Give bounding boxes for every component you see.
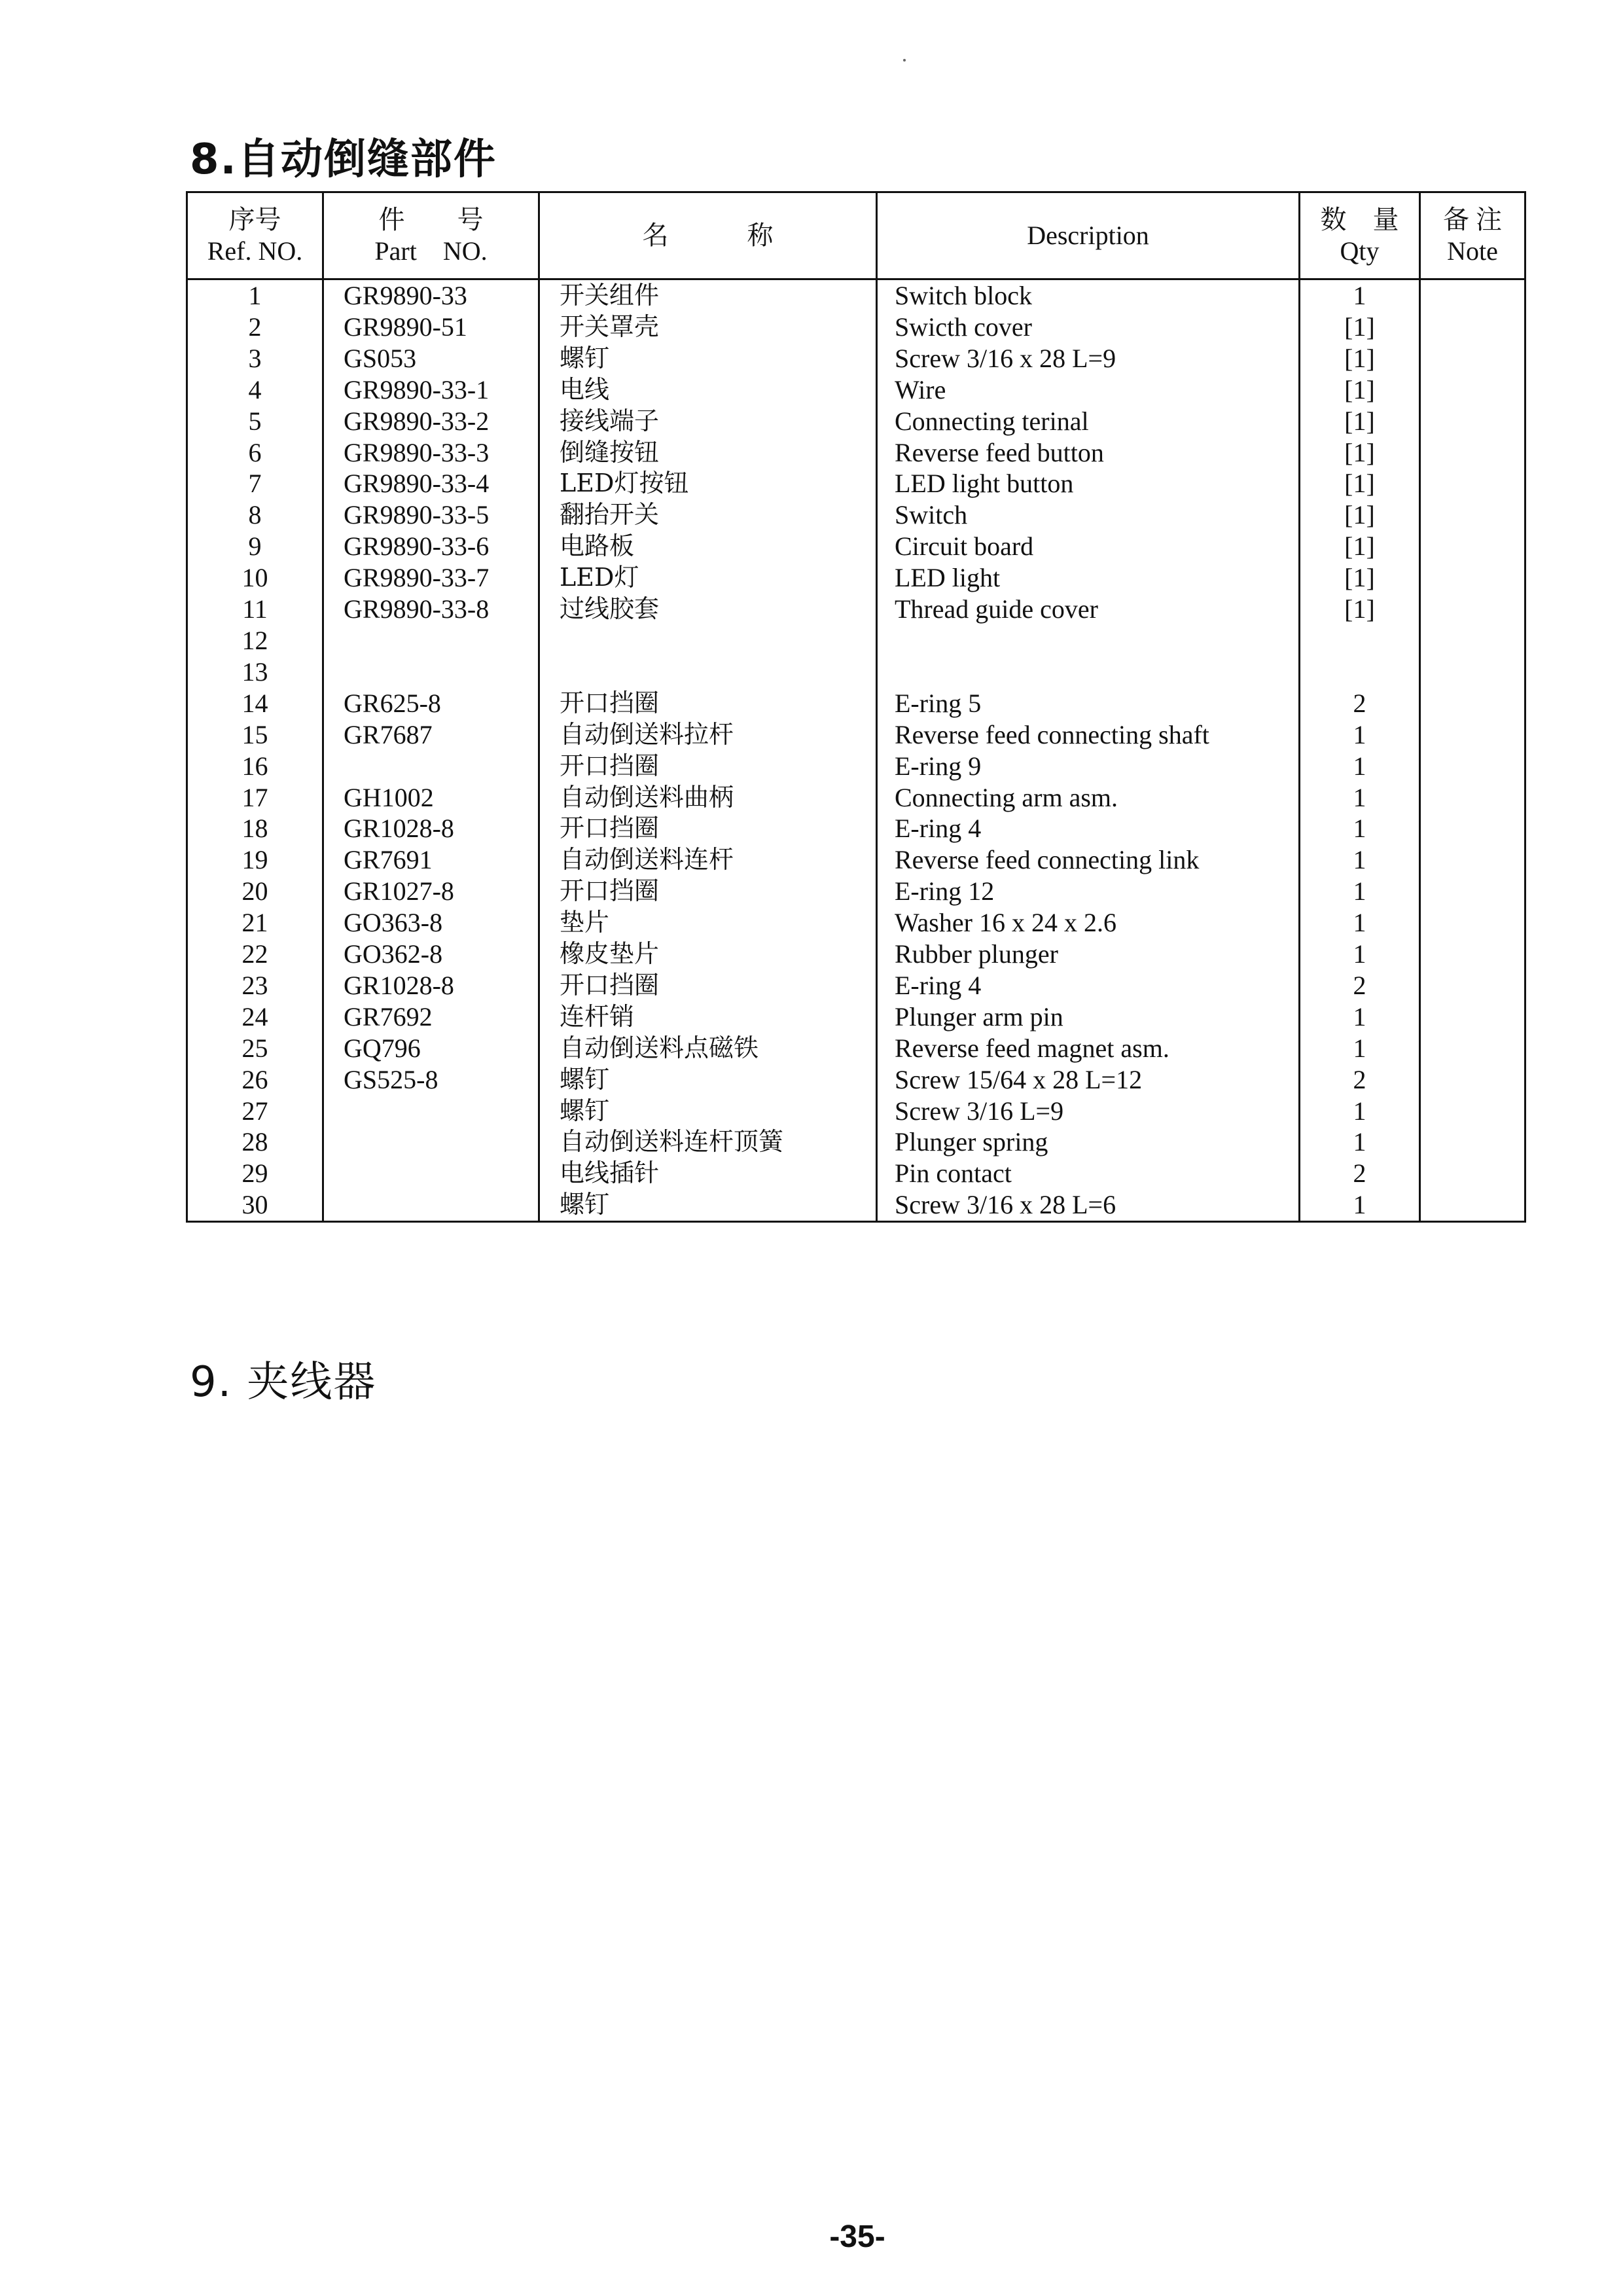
part-number-cell: GR7691 — [323, 844, 539, 876]
note-cell — [1420, 374, 1525, 406]
header-ref-cn: 序号 — [228, 205, 281, 234]
ref-cell: 4 — [187, 374, 323, 406]
ref-cell: 1 — [187, 279, 323, 312]
header-qty — [1300, 192, 1420, 279]
description-cell: Reverse feed connecting shaft — [877, 719, 1300, 751]
qty-cell: 2 — [1300, 1158, 1420, 1189]
note-cell — [1420, 1001, 1525, 1033]
description-cell: E-ring 4 — [877, 970, 1300, 1001]
qty-cell — [1300, 656, 1420, 688]
note-cell — [1420, 406, 1525, 437]
table-row — [187, 1126, 1525, 1158]
qty-cell: 1 — [1300, 876, 1420, 907]
part-number-cell — [323, 1126, 539, 1158]
table-row — [187, 970, 1525, 1001]
note-cell — [1420, 437, 1525, 469]
note-cell — [1420, 876, 1525, 907]
part-number-cell: GR1028-8 — [323, 970, 539, 1001]
table-row — [187, 844, 1525, 876]
note-cell — [1420, 688, 1525, 719]
note-cell — [1420, 594, 1525, 625]
ref-cell: 24 — [187, 1001, 323, 1033]
part-number-cell: GS525-8 — [323, 1064, 539, 1096]
section-8-title: 8.自动倒缝部件 — [190, 135, 497, 184]
part-number-cell: GR7692 — [323, 1001, 539, 1033]
ref-cell: 16 — [187, 751, 323, 782]
description-cell: Connecting terinal — [877, 406, 1300, 437]
part-number-cell: GS053 — [323, 343, 539, 374]
header-note-en: Note — [1447, 236, 1498, 266]
note-cell — [1420, 1033, 1525, 1064]
chinese-name-cell: 自动倒送料点磁铁 — [539, 1033, 877, 1064]
part-number-cell: GO363-8 — [323, 907, 539, 939]
chinese-name-cell: 开口挡圈 — [539, 751, 877, 782]
ref-cell: 12 — [187, 625, 323, 656]
header-qty-en: Qty — [1340, 236, 1380, 266]
table-row — [187, 1158, 1525, 1189]
ref-cell: 14 — [187, 688, 323, 719]
table-row — [187, 656, 1525, 688]
qty-cell: [1] — [1300, 312, 1420, 343]
table-row — [187, 1033, 1525, 1064]
chinese-name-cell: 开口挡圈 — [539, 813, 877, 844]
chinese-name-cell: 开关组件 — [539, 279, 877, 312]
ref-cell: 15 — [187, 719, 323, 751]
note-cell — [1420, 719, 1525, 751]
part-number-cell: GR9890-33-5 — [323, 499, 539, 531]
part-number-cell: GR9890-33-8 — [323, 594, 539, 625]
description-cell: Reverse feed magnet asm. — [877, 1033, 1300, 1064]
note-cell — [1420, 531, 1525, 562]
note-cell — [1420, 907, 1525, 939]
ref-cell: 18 — [187, 813, 323, 844]
qty-cell: 1 — [1300, 279, 1420, 312]
chinese-name-cell: 开口挡圈 — [539, 970, 877, 1001]
note-cell — [1420, 844, 1525, 876]
qty-cell: 1 — [1300, 939, 1420, 970]
chinese-name-cell: 垫片 — [539, 907, 877, 939]
chinese-name-cell: 橡皮垫片 — [539, 939, 877, 970]
note-cell — [1420, 1126, 1525, 1158]
part-number-cell: GR1027-8 — [323, 876, 539, 907]
chinese-name-cell: 螺钉 — [539, 1189, 877, 1221]
qty-cell — [1300, 625, 1420, 656]
description-cell: E-ring 9 — [877, 751, 1300, 782]
table-row — [187, 406, 1525, 437]
chinese-name-cell: 过线胶套 — [539, 594, 877, 625]
part-number-cell: GO362-8 — [323, 939, 539, 970]
table-row — [187, 562, 1525, 594]
ref-cell: 11 — [187, 594, 323, 625]
qty-cell: 2 — [1300, 688, 1420, 719]
header-part-cn: 件 号 — [378, 205, 484, 234]
description-cell: LED light — [877, 562, 1300, 594]
chinese-name-cell: 自动倒送料曲柄 — [539, 782, 877, 814]
description-cell: Wire — [877, 374, 1300, 406]
note-cell — [1420, 751, 1525, 782]
part-number-cell: GR9890-51 — [323, 312, 539, 343]
ref-cell: 17 — [187, 782, 323, 814]
chinese-name-cell: LED灯按钮 — [539, 468, 877, 499]
description-cell: Plunger arm pin — [877, 1001, 1300, 1033]
description-cell: Pin contact — [877, 1158, 1300, 1189]
description-cell: Swicth cover — [877, 312, 1300, 343]
table-row — [187, 312, 1525, 343]
note-cell — [1420, 562, 1525, 594]
part-number-cell: GH1002 — [323, 782, 539, 814]
qty-cell: [1] — [1300, 374, 1420, 406]
qty-cell: 1 — [1300, 1096, 1420, 1127]
note-cell — [1420, 1158, 1525, 1189]
part-number-cell — [323, 656, 539, 688]
qty-cell: 1 — [1300, 1189, 1420, 1221]
qty-cell: [1] — [1300, 531, 1420, 562]
table-row — [187, 907, 1525, 939]
table-row — [187, 876, 1525, 907]
note-cell — [1420, 468, 1525, 499]
part-number-cell — [323, 751, 539, 782]
note-cell — [1420, 1189, 1525, 1221]
qty-cell: [1] — [1300, 499, 1420, 531]
note-cell — [1420, 782, 1525, 814]
section-9-title: 9. 夹线器 — [190, 1358, 377, 1407]
description-cell: Switch — [877, 499, 1300, 531]
chinese-name-cell: 翻抬开关 — [539, 499, 877, 531]
description-cell: Plunger spring — [877, 1126, 1300, 1158]
ref-cell: 13 — [187, 656, 323, 688]
table-row — [187, 719, 1525, 751]
chinese-name-cell: 螺钉 — [539, 1096, 877, 1127]
table-row — [187, 1064, 1525, 1096]
table-row — [187, 374, 1525, 406]
description-cell: E-ring 12 — [877, 876, 1300, 907]
part-number-cell: GR9890-33-6 — [323, 531, 539, 562]
description-cell: Thread guide cover — [877, 594, 1300, 625]
table-row — [187, 499, 1525, 531]
chinese-name-cell: 接线端子 — [539, 406, 877, 437]
qty-cell: [1] — [1300, 594, 1420, 625]
ref-cell: 7 — [187, 468, 323, 499]
header-description — [877, 192, 1300, 279]
ref-cell: 27 — [187, 1096, 323, 1127]
header-part — [323, 192, 539, 279]
ref-cell: 30 — [187, 1189, 323, 1221]
page-number: -35- — [829, 2219, 885, 2254]
description-cell: Washer 16 x 24 x 2.6 — [877, 907, 1300, 939]
header-ref-en: Ref. NO. — [207, 236, 303, 266]
note-cell — [1420, 343, 1525, 374]
qty-cell: [1] — [1300, 562, 1420, 594]
note-cell — [1420, 1096, 1525, 1127]
description-cell: Rubber plunger — [877, 939, 1300, 970]
chinese-name-cell: 开关罩壳 — [539, 312, 877, 343]
ref-cell: 20 — [187, 876, 323, 907]
chinese-name-cell — [539, 656, 877, 688]
description-cell: Screw 15/64 x 28 L=12 — [877, 1064, 1300, 1096]
qty-cell: 1 — [1300, 844, 1420, 876]
description-cell: E-ring 5 — [877, 688, 1300, 719]
chinese-name-cell: LED灯 — [539, 562, 877, 594]
header-name — [539, 192, 877, 279]
part-number-cell: GR9890-33-3 — [323, 437, 539, 469]
note-cell — [1420, 625, 1525, 656]
description-cell: Connecting arm asm. — [877, 782, 1300, 814]
qty-cell: [1] — [1300, 406, 1420, 437]
ref-cell: 21 — [187, 907, 323, 939]
ref-cell: 2 — [187, 312, 323, 343]
qty-cell: 1 — [1300, 1001, 1420, 1033]
table-row — [187, 751, 1525, 782]
ref-cell: 28 — [187, 1126, 323, 1158]
ref-cell: 10 — [187, 562, 323, 594]
chinese-name-cell: 连杆销 — [539, 1001, 877, 1033]
header-description-en: Description — [1027, 221, 1149, 250]
description-cell: LED light button — [877, 468, 1300, 499]
parts-table-body — [187, 279, 1525, 1222]
description-cell: Screw 3/16 x 28 L=6 — [877, 1189, 1300, 1221]
qty-cell: [1] — [1300, 343, 1420, 374]
chinese-name-cell: 开口挡圈 — [539, 876, 877, 907]
description-cell: Circuit board — [877, 531, 1300, 562]
table-row — [187, 343, 1525, 374]
table-row — [187, 688, 1525, 719]
part-number-cell: GR9890-33-1 — [323, 374, 539, 406]
chinese-name-cell: 电线 — [539, 374, 877, 406]
ref-cell: 25 — [187, 1033, 323, 1064]
chinese-name-cell — [539, 625, 877, 656]
note-cell — [1420, 279, 1525, 312]
chinese-name-cell: 电路板 — [539, 531, 877, 562]
part-number-cell — [323, 625, 539, 656]
note-cell — [1420, 970, 1525, 1001]
table-row — [187, 279, 1525, 312]
table-row — [187, 813, 1525, 844]
part-number-cell: GQ796 — [323, 1033, 539, 1064]
ref-cell: 5 — [187, 406, 323, 437]
table-row — [187, 782, 1525, 814]
parts-table — [186, 191, 1526, 1223]
description-cell: Screw 3/16 x 28 L=9 — [877, 343, 1300, 374]
qty-cell: 1 — [1300, 907, 1420, 939]
qty-cell: 2 — [1300, 1064, 1420, 1096]
note-cell — [1420, 499, 1525, 531]
description-cell: Screw 3/16 L=9 — [877, 1096, 1300, 1127]
chinese-name-cell: 自动倒送料连杆顶簧 — [539, 1126, 877, 1158]
ref-cell: 23 — [187, 970, 323, 1001]
table-row — [187, 531, 1525, 562]
note-cell — [1420, 939, 1525, 970]
description-cell — [877, 625, 1300, 656]
ref-cell: 6 — [187, 437, 323, 469]
description-cell: E-ring 4 — [877, 813, 1300, 844]
note-cell — [1420, 656, 1525, 688]
header-qty-cn: 数 量 — [1320, 205, 1399, 234]
qty-cell: 1 — [1300, 813, 1420, 844]
scan-speck — [903, 59, 906, 62]
part-number-cell: GR9890-33-4 — [323, 468, 539, 499]
chinese-name-cell: 自动倒送料连杆 — [539, 844, 877, 876]
ref-cell: 29 — [187, 1158, 323, 1189]
part-number-cell: GR1028-8 — [323, 813, 539, 844]
ref-cell: 3 — [187, 343, 323, 374]
ref-cell: 19 — [187, 844, 323, 876]
part-number-cell: GR7687 — [323, 719, 539, 751]
chinese-name-cell: 开口挡圈 — [539, 688, 877, 719]
table-row — [187, 1096, 1525, 1127]
part-number-cell — [323, 1158, 539, 1189]
ref-cell: 8 — [187, 499, 323, 531]
header-note-cn: 备 注 — [1443, 205, 1502, 234]
chinese-name-cell: 螺钉 — [539, 1064, 877, 1096]
qty-cell: [1] — [1300, 437, 1420, 469]
chinese-name-cell: 自动倒送料拉杆 — [539, 719, 877, 751]
part-number-cell: GR9890-33-2 — [323, 406, 539, 437]
qty-cell: 1 — [1300, 719, 1420, 751]
header-note — [1420, 192, 1525, 279]
parts-table-header — [187, 192, 1525, 279]
note-cell — [1420, 312, 1525, 343]
note-cell — [1420, 1064, 1525, 1096]
part-number-cell — [323, 1096, 539, 1127]
description-cell: Reverse feed connecting link — [877, 844, 1300, 876]
header-ref — [187, 192, 323, 279]
ref-cell: 26 — [187, 1064, 323, 1096]
description-cell: Switch block — [877, 279, 1300, 312]
ref-cell: 22 — [187, 939, 323, 970]
ref-cell: 9 — [187, 531, 323, 562]
chinese-name-cell: 倒缝按钮 — [539, 437, 877, 469]
part-number-cell: GR9890-33-7 — [323, 562, 539, 594]
qty-cell: 1 — [1300, 751, 1420, 782]
description-cell — [877, 656, 1300, 688]
note-cell — [1420, 813, 1525, 844]
chinese-name-cell: 电线插针 — [539, 1158, 877, 1189]
part-number-cell — [323, 1189, 539, 1221]
table-row — [187, 1001, 1525, 1033]
table-row — [187, 939, 1525, 970]
qty-cell: 2 — [1300, 970, 1420, 1001]
qty-cell: [1] — [1300, 468, 1420, 499]
part-number-cell: GR625-8 — [323, 688, 539, 719]
header-name-cn: 名 称 — [642, 221, 774, 250]
chinese-name-cell: 螺钉 — [539, 343, 877, 374]
part-number-cell: GR9890-33 — [323, 279, 539, 312]
description-cell: Reverse feed button — [877, 437, 1300, 469]
table-row — [187, 437, 1525, 469]
header-part-en: Part NO. — [374, 236, 488, 266]
table-row — [187, 625, 1525, 656]
qty-cell: 1 — [1300, 1126, 1420, 1158]
qty-cell: 1 — [1300, 1033, 1420, 1064]
table-row — [187, 594, 1525, 625]
table-row — [187, 1189, 1525, 1221]
table-row — [187, 468, 1525, 499]
qty-cell: 1 — [1300, 782, 1420, 814]
